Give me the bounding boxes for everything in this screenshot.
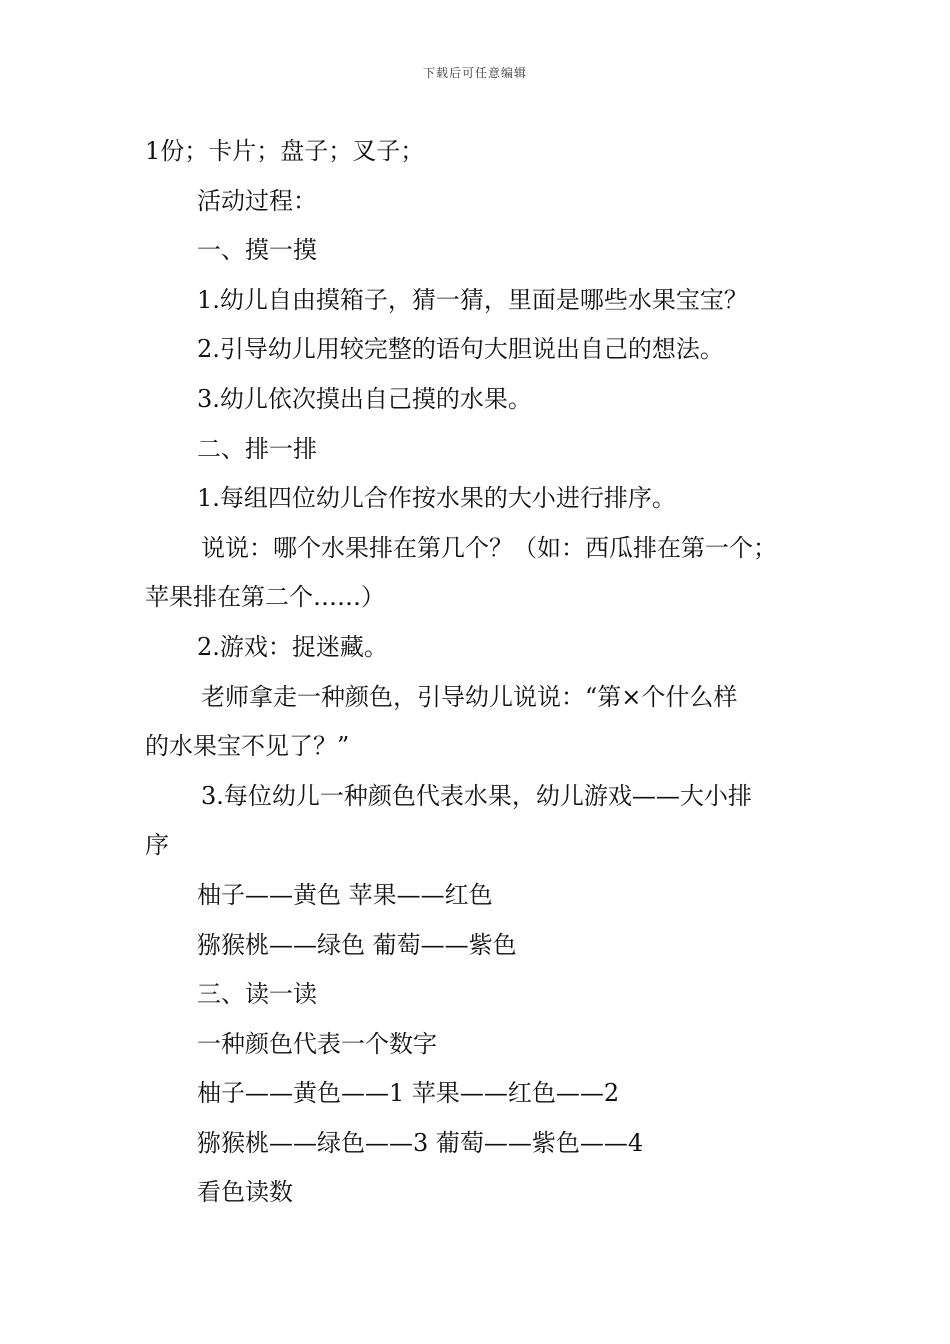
section-heading: 二、排一排: [197, 434, 317, 463]
list-item: 3.每位幼儿一种颜色代表水果，幼儿游戏——大小排: [201, 781, 752, 810]
text-line: 看色读数: [197, 1178, 293, 1207]
page-header-note: 下载后可任意编辑: [422, 66, 527, 80]
text-line: 柚子——黄色——1 苹果——红色——2: [197, 1079, 620, 1108]
text-line: 猕猴桃——绿色 葡萄——紫色: [197, 930, 517, 959]
list-item: 2.引导幼儿用较完整的语句大胆说出自己的想法。: [197, 335, 724, 364]
text-line: 的水果宝不见了？”: [145, 732, 350, 761]
section-heading: 三、读一读: [197, 980, 317, 1009]
text-line: 苹果排在第二个……）: [145, 583, 385, 612]
text-line: 一种颜色代表一个数字: [197, 1029, 437, 1058]
section-heading: 一、摸一摸: [197, 236, 317, 265]
list-item: 1.幼儿自由摸箱子，猜一猜，里面是哪些水果宝宝？: [197, 285, 748, 314]
text-line: 猕猴桃——绿色——3 葡萄——紫色——4: [197, 1128, 644, 1157]
text-line: 序: [145, 831, 169, 860]
list-item: 1.每组四位幼儿合作按水果的大小进行排序。: [197, 484, 676, 513]
section-label: 活动过程：: [197, 186, 317, 215]
list-item: 3.幼儿依次摸出自己摸的水果。: [197, 384, 532, 413]
text-line: 柚子——黄色 苹果——红色: [197, 880, 493, 909]
document-body: [145, 127, 825, 1218]
text-line: 1份；卡片；盘子；叉子；: [145, 137, 425, 165]
text-line: 老师拿走一种颜色，引导幼儿说说：“第×个什么样: [201, 682, 738, 711]
list-item: 2.游戏：捉迷藏。: [197, 632, 388, 661]
text-line: 说说：哪个水果排在第几个？（如：西瓜排在第一个；: [201, 533, 777, 562]
